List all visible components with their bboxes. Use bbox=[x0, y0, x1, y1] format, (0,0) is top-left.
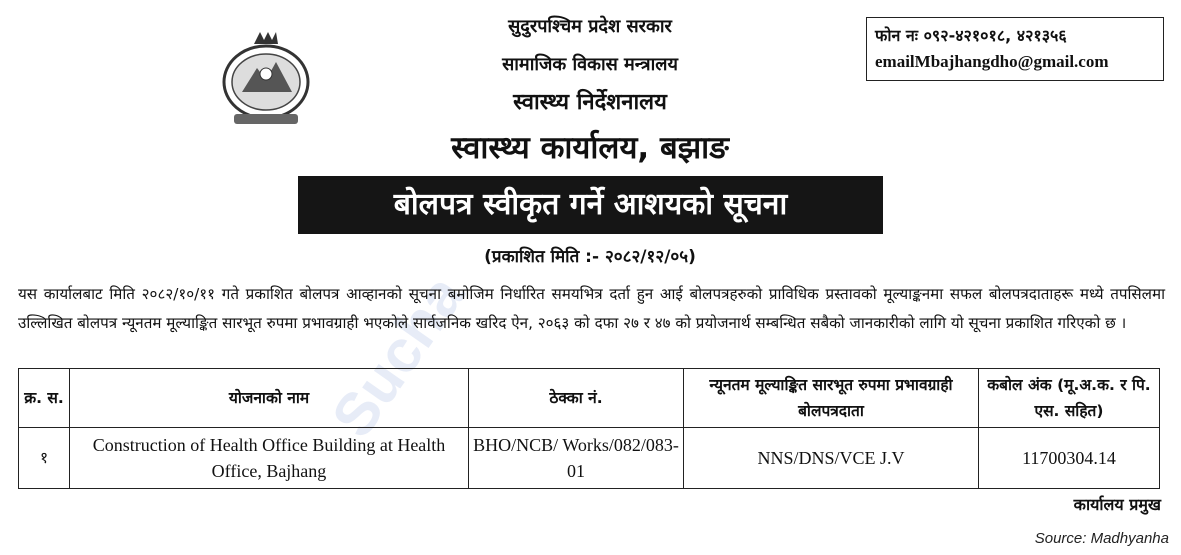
published-date: (प्रकाशित मिति :- २०८२/१२/०५) bbox=[484, 247, 696, 267]
cell-serial: १ bbox=[19, 428, 70, 489]
col-project-name: योजनाको नाम bbox=[70, 369, 469, 428]
province-government-title: सुदुरपश्चिम प्रदेश सरकार bbox=[508, 16, 672, 37]
email-address: emailMbajhangdho@gmail.com bbox=[875, 52, 1109, 71]
nepal-emblem-logo bbox=[212, 30, 320, 130]
col-bid-amount: कबोल अंक (मू.अ.क. र पि. एस. सहित) bbox=[979, 369, 1160, 428]
ministry-title: सामाजिक विकास मन्त्रालय bbox=[502, 54, 678, 75]
bid-table bbox=[18, 368, 1160, 489]
cell-bidder: NNS/DNS/VCE J.V bbox=[684, 428, 979, 489]
col-bidder: न्यूनतम मूल्याङ्कित सारभूत रुपमा प्रभावग्राही बोलपत्रदाता bbox=[684, 369, 979, 428]
table-header-row bbox=[19, 369, 1160, 428]
col-contract-number: ठेक्का नं. bbox=[469, 369, 684, 428]
table-row bbox=[19, 428, 1160, 489]
notice-banner: बोलपत्र स्वीकृत गर्ने आशयको सूचना bbox=[298, 176, 883, 234]
directorate-title: स्वास्थ्य निर्देशनालय bbox=[513, 90, 667, 115]
cell-bid-amount: 11700304.14 bbox=[979, 428, 1160, 489]
source-credit: Source: Madhyanha bbox=[1034, 530, 1169, 547]
cell-contract-number: BHO/NCB/ Works/082/083-01 bbox=[469, 428, 684, 489]
office-title: स्वास्थ्य कार्यालय, बझाङ bbox=[451, 130, 729, 166]
office-chief-signoff: कार्यालय प्रमुख bbox=[1073, 495, 1161, 514]
phone-number: फोन नः ०९२-४२१०१८, ४२१३५६ bbox=[875, 26, 1067, 45]
col-serial: क्र. स. bbox=[19, 369, 70, 428]
cell-project-name: Construction of Health Office Building at Health Office, Bajhang bbox=[70, 428, 469, 489]
notice-body: यस कार्यालबाट मिति २०८२/१०/११ गते प्रकाशित बोलपत्र आव्हानको सूचना बमोजिम निर्धारित समयभित्र दर्ता हुन आई बोलपत्रहरुको प्राविधिक प्रस्तावको मूल्याङ्कनमा सफल बोलपत्रदाताहरू मध्ये तपसिलमा उल्लिखित बोलपत्र न्यूनतम मूल्याङ्कित सारभूत रुपमा प्रभावग्राही भएकोले सार्वजनिक खरिद ऐन, २०६३ को दफा २७ र ४७ को प्रयोजनार्थ सम्बन्धित सबैको जानकारीको लागि यो सूचना प्रकाशित गरिएको छ । bbox=[18, 285, 1165, 332]
contact-box bbox=[866, 17, 1164, 81]
watermark: Sucha bbox=[318, 263, 477, 450]
